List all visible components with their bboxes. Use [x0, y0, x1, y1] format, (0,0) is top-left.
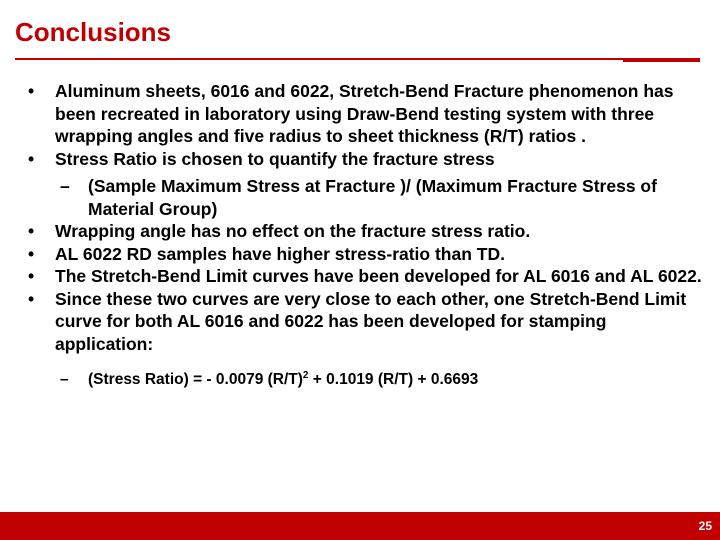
bullet-text: Wrapping angle has no effect on the fracture stress ratio.	[55, 221, 531, 241]
formula-part-1: (Stress Ratio) = - 0.0079 (R/T)	[88, 371, 303, 388]
bullet-marker: •	[28, 148, 35, 169]
bullet-marker: •	[28, 81, 35, 101]
bullet-item	[28, 243, 703, 266]
formula-part-2: + 0.1019 (R/T) + 0.6693	[308, 371, 479, 388]
slide-title: Conclusions	[15, 17, 172, 47]
bullet-item	[28, 265, 703, 288]
bullet-item	[28, 80, 703, 148]
formula-exponent: 2	[302, 369, 309, 381]
slide-content	[28, 80, 703, 390]
page-number: 25	[698, 519, 712, 533]
bullet-marker: •	[28, 288, 35, 309]
sub-bullet-item	[28, 175, 703, 220]
bullet-item	[28, 220, 703, 243]
title-underline-accent	[623, 58, 700, 62]
bullet-text: Since these two curves are very close to each other, one Stretch-Bend Limit curve for both AL 6016 and 6022 has been developed for stamping application:	[55, 288, 687, 354]
bullet-marker: •	[28, 266, 35, 286]
bullet-text: Aluminum sheets, 6016 and 6022, Stretch-Bend Fracture phenomenon has been recreated in laboratory using Draw-Bend testing system with three wrapping angles and five radius to sheet thickness (R/T) ratios .	[55, 81, 674, 146]
bullet-text: AL 6022 RD samples have higher stress-ratio than TD.	[55, 243, 505, 264]
bullet-text: Stress Ratio is chosen to quantify the fracture stress	[55, 148, 495, 169]
footer-bar	[0, 512, 720, 540]
formula-item	[28, 370, 703, 390]
bullet-item	[28, 148, 703, 171]
dash-marker: –	[60, 176, 70, 196]
bullet-item	[28, 288, 703, 356]
sub-bullet-text: (Sample Maximum Stress at Fracture )/ (Maximum Fracture Stress of Material Group)	[88, 176, 657, 219]
bullet-text: The Stretch-Bend Limit curves have been developed for AL 6016 and AL 6022.	[55, 266, 702, 286]
title-underline	[15, 58, 623, 60]
bullet-marker: •	[28, 221, 35, 241]
dash-marker: –	[60, 371, 69, 388]
bullet-marker: •	[28, 243, 35, 264]
